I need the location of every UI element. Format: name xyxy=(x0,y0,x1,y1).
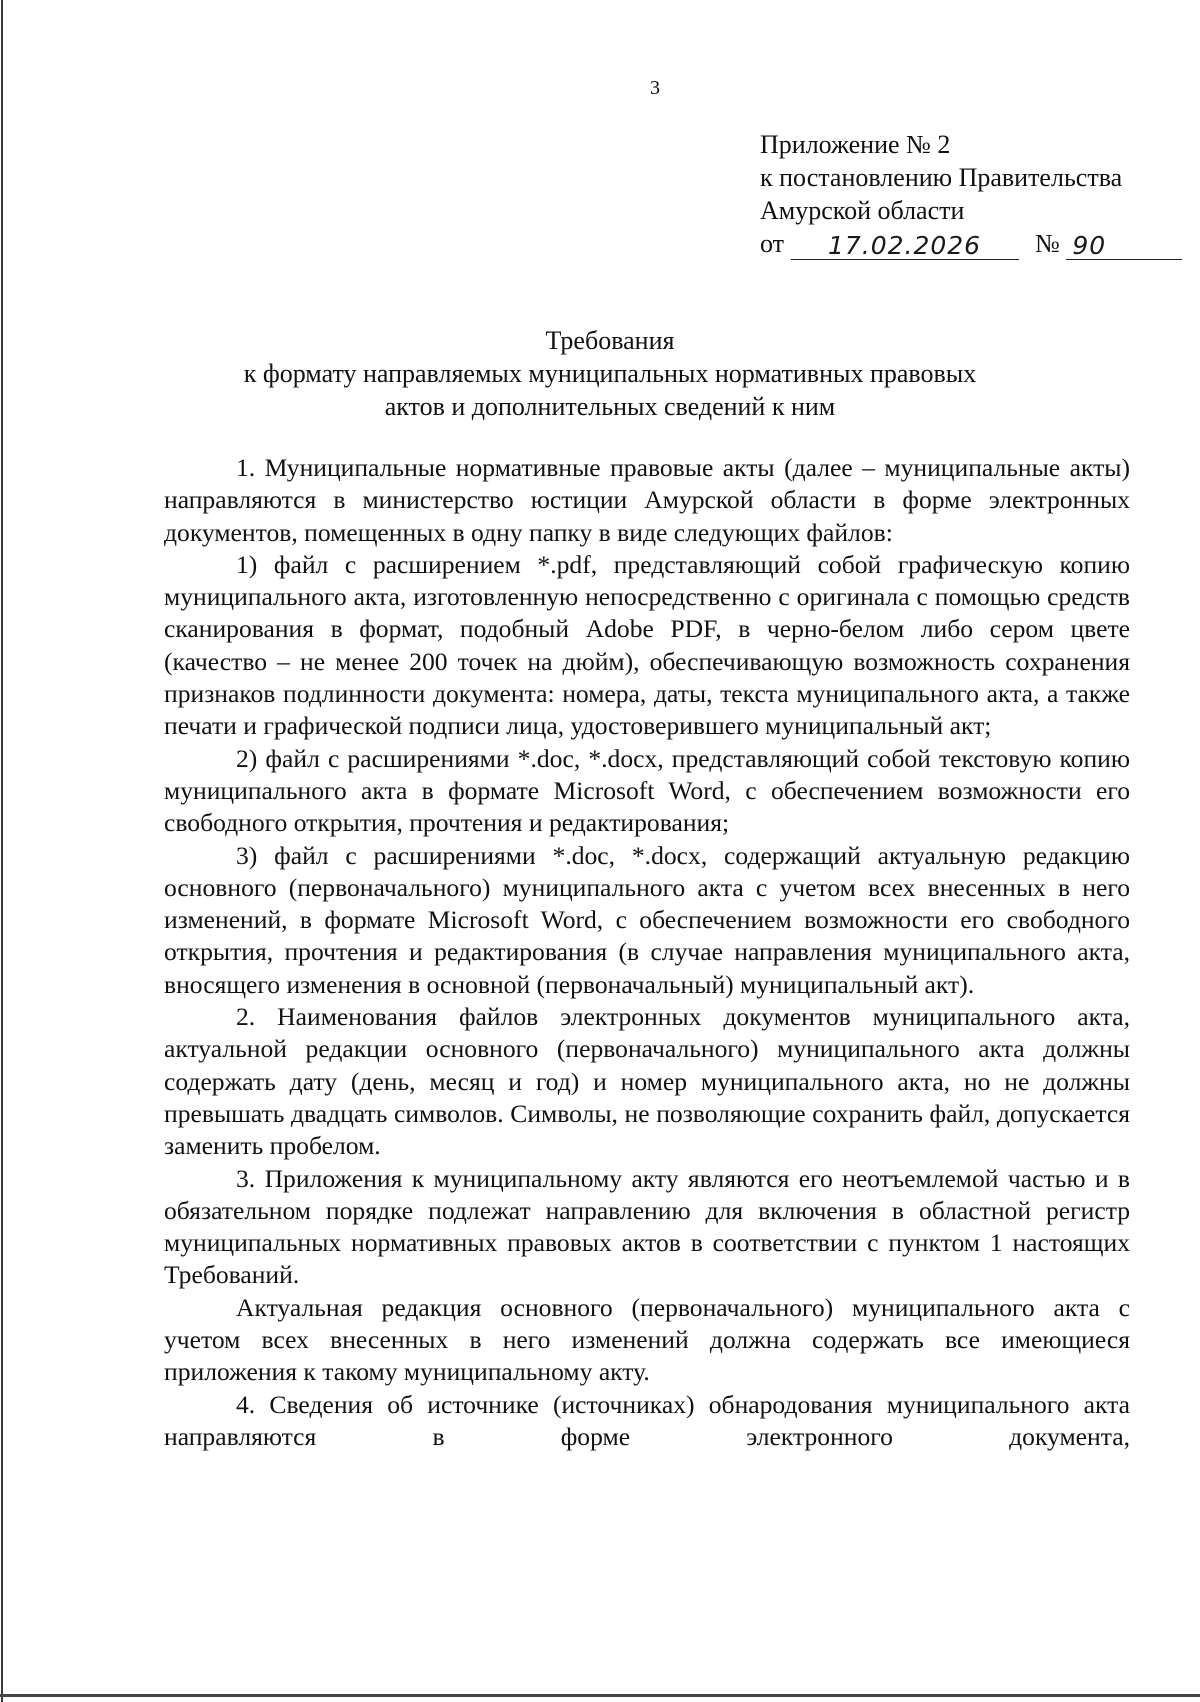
page-number: 3 xyxy=(650,77,660,99)
document-heading xyxy=(180,324,1040,423)
handwritten-date: 17.02.2026 xyxy=(827,231,982,260)
scan-edge-bottom xyxy=(0,1694,1200,1697)
paragraph-4: 4. Сведения об источнике (источниках) обнародования муниципального акта направляются в форме электронного документа, xyxy=(164,1389,1130,1451)
number-prefix: № xyxy=(1035,229,1060,258)
appendix-region: Амурской области xyxy=(760,196,965,225)
scan-edge-left xyxy=(1,0,3,1702)
paragraph-2: 2. Наименования файлов электронных документов муниципального акта, актуальной редакции основного (первоначального) муниципального акта должны содержать дату (день, месяц и год) и номер муниципального акта, но не должны превышать двадцать символов. Символы, не позволяющие сохранить файл, допускается заменить пробелом. xyxy=(164,1002,1130,1161)
appendix-block xyxy=(760,128,1180,265)
handwritten-number: 90 xyxy=(1072,231,1107,260)
heading-subtitle-1: к формату направляемых муниципальных нормативных правовых xyxy=(243,359,977,388)
date-prefix: от xyxy=(760,229,785,258)
paragraph-1-item-1: 1) файл с расширением *.pdf, представляющий собой графическую копию муниципального акта, изготовленную непосредственно с оригинала с помощью средств сканирования в формат, подобный Adobe PDF, в черно-белом либо сером цвете (качество – не менее 200 точек на дюйм), обеспечивающую возможность сохранения признаков подлинности документа: номера, даты, текста муниципального акта, а также печати и графической подписи лица, удостоверившего муниципальный акт; xyxy=(164,549,1130,741)
paragraph-3-continued: Актуальная редакция основного (первоначального) муниципального акта с учетом всех внесенных в него изменений должна содержать все имеющиеся приложения к такому муниципальному акту. xyxy=(164,1292,1130,1387)
paragraph-3: 3. Приложения к муниципальному акту являются его неотъемлемой частью и в обязательном порядке подлежат направлению для включения в областной регистр муниципальных нормативных правовых актов в соответствии с пунктом 1 настоящих Требований. xyxy=(164,1163,1130,1290)
appendix-reference: к постановлению Правительства xyxy=(760,163,1123,192)
heading-title: Требования xyxy=(545,326,675,355)
heading-subtitle-2: актов и дополнительных сведений к ним xyxy=(384,392,836,421)
number-field xyxy=(1066,229,1182,260)
paragraph-1: 1. Муниципальные нормативные правовые акты (далее – муниципальные акты) направляются в министерство юстиции Амурской области в форме электронных документов, помещенных в одну папку в виде следующих файлов: xyxy=(164,453,1130,547)
date-field xyxy=(791,229,1019,260)
document-body xyxy=(164,452,1130,1453)
appendix-date-number-line xyxy=(760,227,1180,265)
appendix-title: Приложение № 2 xyxy=(760,130,951,159)
paragraph-1-item-3: 3) файл с расширениями *.doc, *.docx, содержащий актуальную редакцию основного (первоначального) муниципального акта с учетом всех внесенных в него изменений, в формате Microsoft Word, с обеспечением возможности его свободного открытия, прочтения и редактирования (в случае направления муниципального акта, вносящего изменения в основной (первоначальный) муниципальный акт). xyxy=(164,840,1130,999)
paragraph-1-item-2: 2) файл с расширениями *.doc, *.docx, представляющий собой текстовую копию муниципального акта в формате Microsoft Word, с обеспечением возможности его свободного открытия, прочтения и редактирования; xyxy=(164,743,1130,838)
